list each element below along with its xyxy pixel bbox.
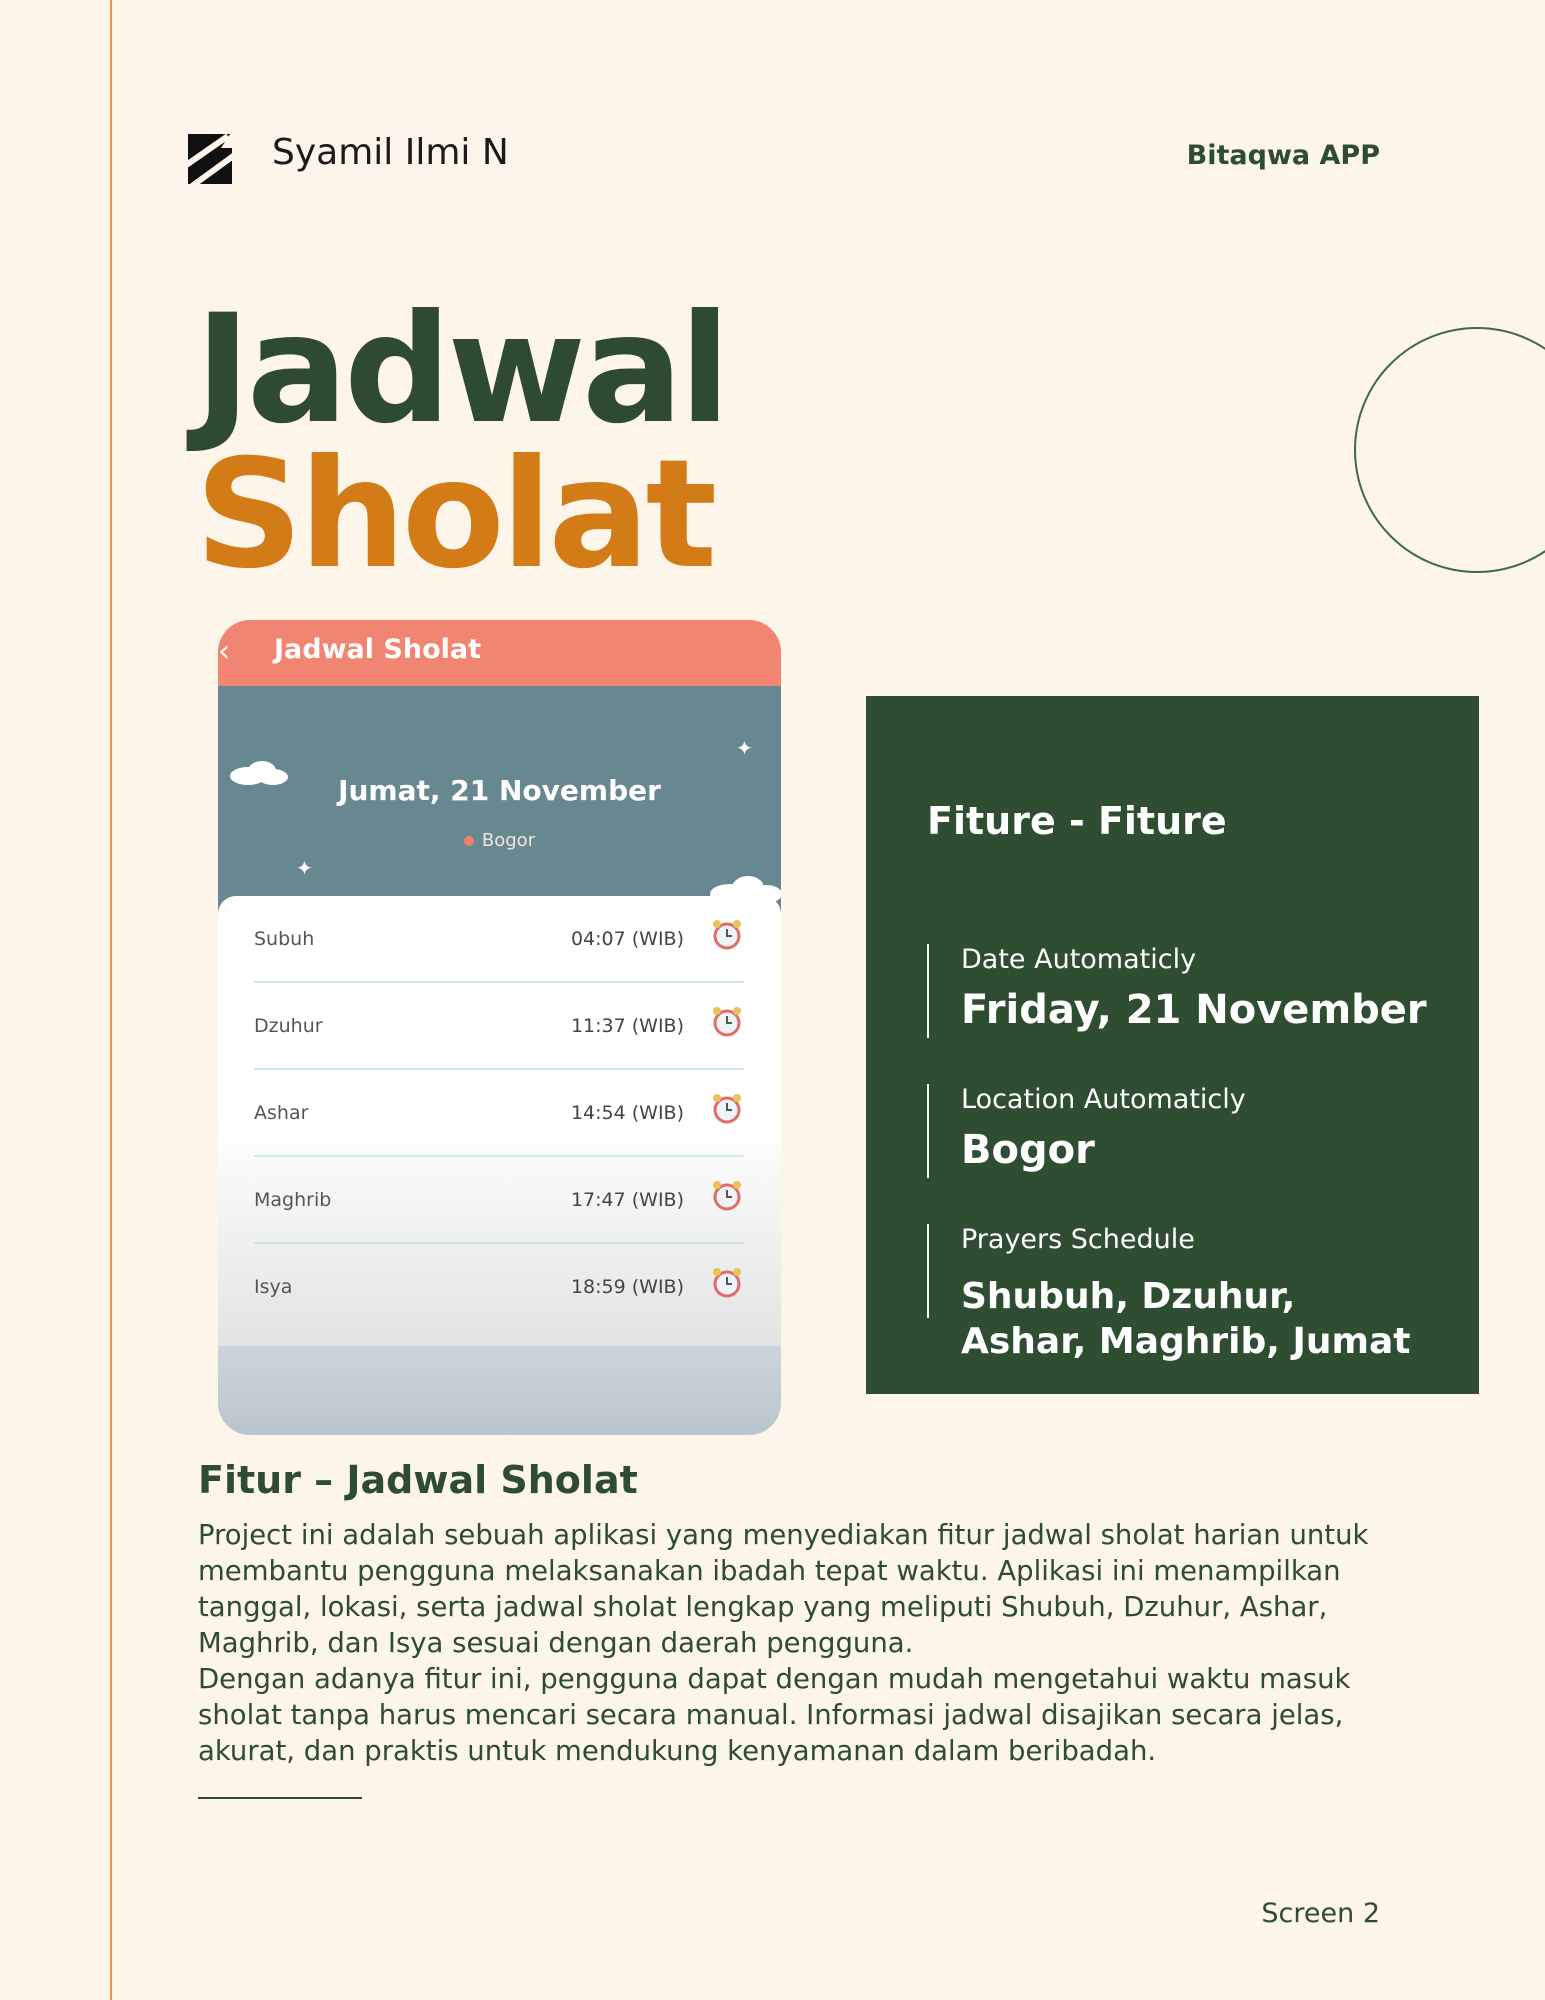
sparkle-icon: ✦ (736, 736, 753, 760)
decorative-circle (1354, 327, 1545, 573)
paragraph: Project ini adalah sebuah aplikasi yang menyediakan fitur jadwal sholat harian untuk membantu pengguna melaksanakan ibadah tepat waktu. Aplikasi ini menampilkan tanggal, lokasi, serta jadwal sholat lengkap yang meliputi Shubuh, Dzuhur, Ashar, Maghrib, dan Isya sesuai dengan daerah pengguna. (198, 1519, 1369, 1659)
phone-location-label: Bogor (481, 830, 536, 851)
feature-label: Prayers Schedule (961, 1224, 1195, 1255)
list-item[interactable] (254, 983, 744, 1070)
prayer-list (218, 896, 781, 1346)
list-item[interactable] (254, 1070, 744, 1157)
alarm-clock-icon[interactable] (710, 1092, 744, 1126)
features-panel (866, 696, 1479, 1394)
prayer-name: Ashar (254, 1102, 309, 1124)
feature-label: Location Automaticly (961, 1084, 1246, 1115)
list-item[interactable] (254, 896, 744, 983)
section-title: Fitur – Jadwal Sholat (198, 1458, 638, 1502)
page-margin-line (110, 0, 112, 2000)
app-name: Bitaqwa APP (1186, 140, 1380, 171)
page-title-line1: Jadwal (195, 283, 727, 457)
phone-appbar (218, 620, 781, 686)
alarm-clock-icon[interactable] (710, 918, 744, 952)
phone-screenshot (218, 620, 781, 1435)
prayer-time: 17:47 (WIB) (570, 1189, 684, 1211)
alarm-clock-icon[interactable] (710, 1179, 744, 1213)
sparkle-icon: ✦ (296, 856, 313, 880)
page-title-line2: Sholat (195, 428, 714, 602)
prayer-name: Subuh (254, 928, 315, 950)
author-name: Syamil Ilmi N (272, 132, 509, 173)
phone-location (218, 830, 781, 851)
feature-value: Friday, 21 November (961, 987, 1427, 1033)
alarm-clock-icon[interactable] (710, 1005, 744, 1039)
back-arrow-icon[interactable]: ‹ (218, 634, 230, 669)
phone-bottom-area (218, 1346, 781, 1435)
list-item[interactable] (254, 1157, 744, 1244)
feature-location (927, 1084, 1246, 1178)
prayer-name: Isya (254, 1276, 293, 1298)
phone-appbar-title: Jadwal Sholat (274, 634, 482, 665)
prayer-time: 14:54 (WIB) (570, 1102, 684, 1124)
alarm-clock-icon[interactable] (710, 1266, 744, 1300)
divider (198, 1797, 362, 1799)
feature-schedule (927, 1224, 1411, 1362)
features-heading: Fiture - Fiture (927, 799, 1227, 843)
brand-logo-icon (178, 128, 240, 190)
feature-label: Date Automaticly (961, 944, 1197, 975)
phone-hero (218, 686, 781, 916)
feature-value: Shubuh, Dzuhur, Ashar, Maghrib, Jumat (961, 1276, 1411, 1362)
prayer-time: 18:59 (WIB) (570, 1276, 684, 1298)
prayer-name: Maghrib (254, 1189, 332, 1211)
phone-date: Jumat, 21 November (338, 774, 661, 807)
prayer-time: 11:37 (WIB) (570, 1015, 684, 1037)
prayer-name: Dzuhur (254, 1015, 323, 1037)
section-body (198, 1517, 1398, 1769)
paragraph: Dengan adanya fitur ini, pengguna dapat dengan mudah mengetahui waktu masuk sholat tanpa harus mencari secara manual. Informasi jadwal disajikan secara jelas, akurat, dan praktis untuk mendukung kenyamanan dalam beribadah. (198, 1663, 1351, 1767)
list-item[interactable] (254, 1244, 744, 1331)
page-number: Screen 2 (1261, 1898, 1380, 1929)
feature-date (927, 944, 1427, 1038)
prayer-time: 04:07 (WIB) (570, 928, 684, 950)
feature-value: Bogor (961, 1127, 1095, 1173)
location-pin-icon (464, 836, 474, 846)
